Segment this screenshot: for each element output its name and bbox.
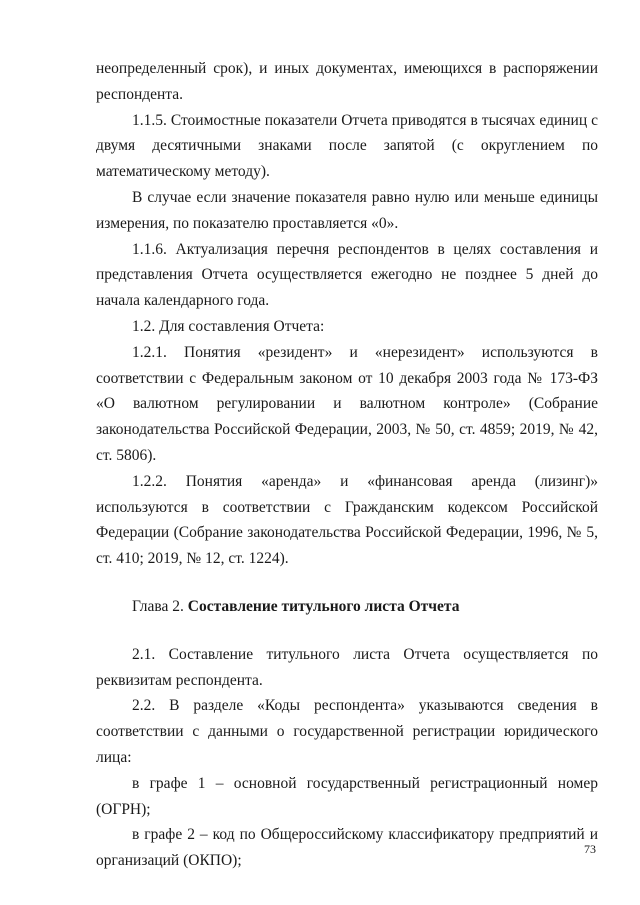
chapter-title: Составление титульного листа Отчета: [187, 597, 460, 615]
paragraph-1-2-2: 1.2.2. Понятия «аренда» и «финансовая аренда (лизинг)» используются в соответствии с Гражданским кодексом Российской Федерации (Собрание законодательства Российской Федерации, 1996, № 5, ст. 410; 2019, № 12, ст. 1224).: [96, 472, 598, 568]
page-number: 73: [584, 842, 596, 856]
paragraph-column-2: в графе 2 – код по Общероссийскому классификатору предприятий и организаций (ОКПО);: [96, 826, 598, 870]
document-body: [96, 56, 598, 874]
chapter-heading: [96, 594, 598, 620]
paragraph-zero-value: В случае если значение показателя равно нулю или меньше единицы измерения, по показателю проставляется «0».: [96, 188, 598, 232]
chapter-prefix: Глава 2.: [132, 597, 188, 615]
paragraph-2-2: 2.2. В разделе «Коды респондента» указываются сведения в соответствии с данными о государственной регистрации юридического лица:: [96, 697, 598, 766]
paragraph-1-1-6: 1.1.6. Актуализация перечня респондентов в целях составления и представления Отчета осуществляется ежегодно не позднее 5 дней до начала календарного года.: [96, 240, 598, 310]
paragraph-1-2-1: 1.2.1. Понятия «резидент» и «нерезидент» используются в соответствии с Федеральным законом от 10 декабря 2003 года № 173-ФЗ «О валютном регулировании и валютном контроле» (Собрание законодательства Российской Федерации, 2003, № 50, ст. 4859; 2019, № 42, ст. 5806).: [96, 343, 598, 464]
paragraph-1-2: 1.2. Для составления Отчета:: [132, 317, 325, 335]
paragraph-continuation: неопределенный срок), и иных документах, имеющихся в распоряжении респондента.: [96, 60, 598, 103]
paragraph-column-1: в графе 1 – основной государственный регистрационный номер (ОГРН);: [96, 774, 598, 818]
paragraph-2-1: 2.1. Составление титульного листа Отчета осуществляется по реквизитам респондента.: [96, 645, 598, 689]
paragraph-1-1-5: 1.1.5. Стоимостные показатели Отчета приводятся в тысячах единиц с двумя десятичными знаками после запятой (с округлением по математическому методу).: [96, 111, 598, 181]
